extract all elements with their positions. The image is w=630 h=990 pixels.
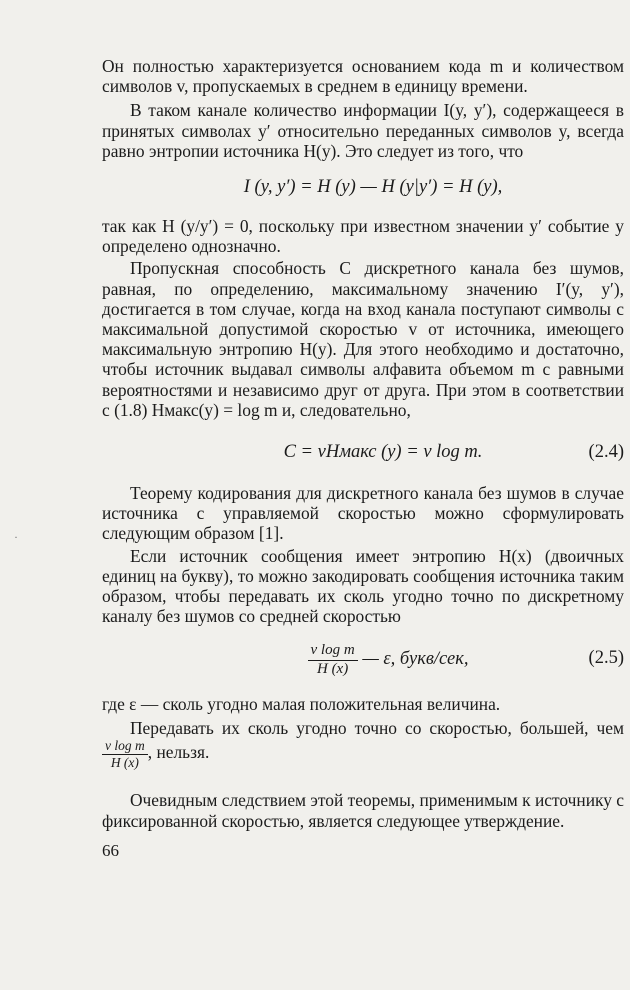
- formula-rate: [102, 642, 624, 678]
- formula-3-denominator: H (x): [316, 660, 349, 677]
- paragraph-3: так как H (y/y′) = 0, поскольку при известном значении y′ событие y определено однозначно.: [102, 216, 624, 257]
- formula-2-number: (2.4): [588, 442, 624, 463]
- formula-3-number: (2.5): [588, 648, 624, 669]
- paragraph-9: Очевидным следствием этой теоремы, применимым к источнику с фиксированной скоростью, является следующее утверждение.: [102, 790, 624, 831]
- formula-2-text: C = vHмакс (y) = v log m.: [283, 442, 483, 463]
- speck-mark: ·: [14, 530, 18, 544]
- formula-1-text: I (y, y′) = H (y) — H (y|y′) = H (y),: [243, 177, 503, 198]
- formula-3-rest: — ε, букв/сек,: [362, 649, 469, 670]
- paragraph-2: В таком канале количество информации I(y, y′), содержащееся в принятых символах y′ относительно переданных символов y, всегда равно энтропии источника H(y). Это следует из того, что: [102, 100, 624, 161]
- paragraph-8-start: Передавать их сколь угодно точно со скоростью, большей, чем: [130, 718, 624, 739]
- paragraph-8: [102, 718, 624, 770]
- paragraph-1: Он полностью характеризуется основанием кода m и количеством символов v, пропускаемых в среднем в единицу времени.: [102, 56, 624, 97]
- paragraph-8-denominator: H (x): [110, 754, 139, 770]
- paragraph-4: Пропускная способность C дискретного канала без шумов, равная, по определению, максимальному значению I′(y, y′), достигается в том случае, когда на вход канала поступают символы с максимальной допустимой скоростью v от источника, имеющего максимальную энтропию H(y). Для этого необходимо и достаточно, чтобы источник выдавал символы алфавита объемом m с равными вероятностями и независимо друг от друга. При этом в соответствии с (1.8) Hмакс(y) = log m и, следовательно,: [102, 258, 624, 420]
- formula-capacity: [102, 442, 624, 463]
- page-number: 66: [102, 840, 119, 860]
- paragraph-8-fraction: [102, 738, 148, 770]
- paragraph-7: где ε — сколь угодно малая положительная величина.: [102, 693, 501, 714]
- formula-3-numerator: v log m: [308, 642, 358, 660]
- formula-mutual-information: [102, 177, 624, 198]
- paragraph-6: Если источник сообщения имеет энтропию H(x) (двоичных единиц на букву), то можно закодировать сообщения источника таким образом, чтобы передавать их сколь угодно точно по дискретному каналу без шумов со средней скоростью: [102, 545, 624, 627]
- paragraph-8-numerator: v log m: [102, 738, 148, 755]
- formula-3-fraction: [308, 642, 358, 678]
- paragraph-5: Теорему кодирования для дискретного канала без шумов в случае источника с управляемой скоростью можно сформулировать следующим образом [1].: [102, 483, 624, 544]
- paragraph-8-end: , нельзя.: [147, 742, 210, 763]
